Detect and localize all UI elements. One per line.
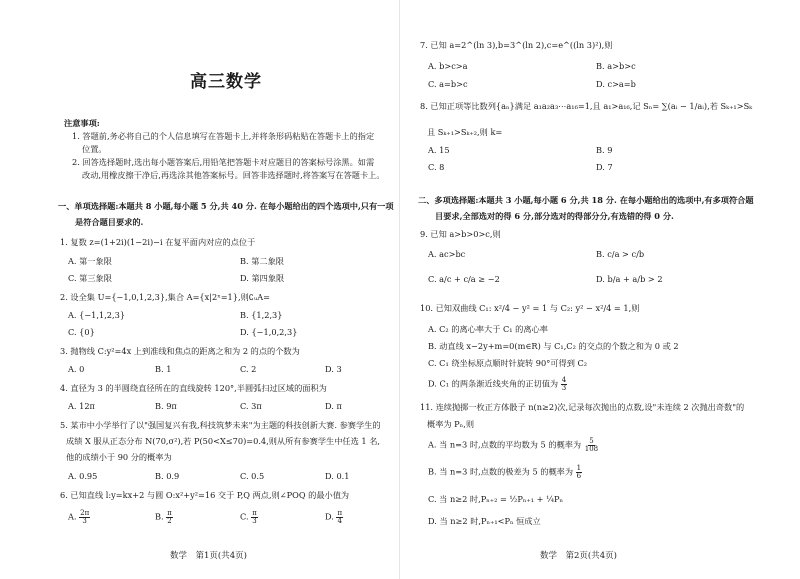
fraction-numerator: π	[252, 509, 257, 517]
question-4-option-c: C. 3π	[240, 401, 262, 411]
fraction-denominator: 3	[82, 517, 87, 525]
question-8-line-1: 8. 已知正项等比数列{aₙ}满足 a₁a₂a₃⋯a₁₆=1,且 a₁>a₁₆,记 Sₙ= ∑(aᵢ − 1/aᵢ),若 Sₖ₊₁>Sₖ	[420, 101, 753, 111]
fraction-denominator: 3	[252, 517, 257, 525]
question-10-stem: 10. 已知双曲线 C₁: x²/4 − y² = 1 与 C₂: y² − x²/4 = 1,则	[420, 303, 640, 313]
question-11-line-1: 11. 连续抛掷一枚正方体骰子 n(n≥2)次,记录每次抛出的点数,设"未连续 2 次抛出奇数"的	[420, 402, 745, 412]
question-3-option-c: C. 2	[240, 364, 257, 374]
fraction	[79, 510, 90, 525]
question-4-option-a: A. 12π	[68, 401, 95, 411]
option-label: D.	[325, 511, 334, 522]
fraction-numerator: 2π	[80, 509, 90, 517]
question-7-option-b: B. a>b>c	[596, 61, 636, 71]
question-8-option-d: D. 7	[596, 162, 613, 172]
fraction	[166, 510, 173, 525]
question-10-option-d	[428, 377, 567, 392]
question-2-option-c: C. {0}	[68, 327, 95, 337]
question-5-option-a: A. 0.95	[68, 471, 98, 481]
option-label: A.	[68, 511, 77, 522]
question-10-option-a: A. C₂ 的离心率大于 C₁ 的离心率	[428, 324, 548, 334]
notice-header: 注意事项:	[64, 118, 100, 128]
question-6-option-b	[155, 510, 173, 525]
fraction-denominator: 4	[337, 517, 343, 525]
question-5-option-d: D. 0.1	[325, 471, 350, 481]
fraction-denominator: 2	[167, 517, 172, 525]
fraction-numerator: 4	[561, 376, 567, 384]
notice-line: 2. 回答选择题时,选出每小题答案后,用铅笔把答题卡对应题目的答案标号涂黑。如需	[72, 157, 375, 167]
option-text: B. 当 n=3 时,点数的极差为 5 的概率为	[428, 466, 574, 477]
question-11-option-c: C. 当 n≥2 时,Pₙ₊₂ = ½Pₙ₊₁ + ¼Pₙ	[428, 494, 564, 504]
question-8-option-c: C. 8	[428, 162, 445, 172]
question-7-option-c: C. a=b>c	[428, 79, 468, 89]
question-5-line-1: 5. 某市中小学举行了以"强国复兴有我,科技筑梦未来"为主题的科技创新大赛. 参赛学生的	[60, 420, 381, 430]
notice-line: 位置。	[82, 144, 107, 154]
question-10-option-c: C. C₁ 绕坐标原点顺时针旋转 90°可得到 C₂	[428, 358, 588, 368]
question-3-option-b: B. 1	[155, 364, 172, 374]
question-2-option-a: A. {−1,1,2,3}	[68, 310, 126, 320]
question-11-option-d: D. 当 n≥2 时,Pₙ₊₁<Pₙ 恒成立	[428, 516, 541, 526]
fraction-numerator: π	[167, 509, 172, 517]
question-9-option-d: D. b/a + a/b > 2	[596, 274, 663, 284]
page-footer: 数学 第1页(共4页)	[170, 551, 247, 561]
option-label: B.	[155, 511, 164, 522]
question-9-option-c: C. a/c + c/a ≥ −2	[428, 274, 500, 284]
question-7-option-a: A. b>c>a	[428, 61, 468, 71]
question-11-line-2: 概率为 Pₙ,则	[427, 419, 475, 429]
question-8-option-a: A. 15	[428, 145, 450, 155]
question-5-option-b: B. 0.9	[155, 471, 180, 481]
option-label: C.	[240, 511, 249, 522]
fraction	[584, 438, 599, 453]
question-6-option-c	[240, 510, 258, 525]
exam-title: 高三数学	[190, 72, 262, 92]
question-11-option-a	[428, 438, 599, 453]
section-1-heading: 一、单项选择题:本题共 8 小题,每小题 5 分,共 40 分. 在每小题给出的四个选项中,只有一项	[58, 201, 394, 211]
fraction-numerator: 1	[576, 464, 582, 472]
question-3-option-a: A. 0	[68, 364, 85, 374]
question-9-stem: 9. 已知 a>b>0>c,则	[420, 229, 501, 239]
section-2-heading: 二、多项选择题:本题共 3 小题,每小题 6 分,共 18 分. 在每小题给出的选项中,有多项符合题	[418, 195, 754, 205]
question-4-option-b: B. 9π	[155, 401, 177, 411]
question-4-option-d: D. π	[325, 401, 342, 411]
question-9-option-a: A. ac>bc	[428, 249, 466, 259]
question-2-stem: 2. 设全集 U={−1,0,1,2,3},集合 A={x|2ˣ=1},则∁ᵤA=	[60, 292, 271, 302]
question-3-option-d: D. 3	[325, 364, 342, 374]
fraction-numerator: 5	[589, 437, 594, 445]
section-1-heading-cont: 是符合题目要求的.	[75, 217, 144, 227]
question-1-option-c: C. 第三象限	[68, 273, 112, 283]
option-text: D. C₁ 的两条渐近线夹角的正切值为	[428, 378, 559, 389]
fraction	[336, 510, 343, 525]
question-11-option-b	[428, 465, 582, 480]
notice-line: 改动,用橡皮擦干净后,再选涂其他答案标号。回答非选择题时,将答案写在答题卡上。	[82, 170, 385, 180]
question-5-option-c: C. 0.5	[240, 471, 265, 481]
question-6-option-a	[68, 510, 90, 525]
question-2-option-b: B. {1,2,3}	[240, 310, 283, 320]
question-1-option-b: B. 第二象限	[240, 256, 284, 266]
question-7-stem: 7. 已知 a=2^(ln 3),b=3^(ln 2),c=e^((ln 3)²),则	[420, 40, 613, 50]
question-7-option-d: D. c>a=b	[596, 79, 636, 89]
question-1-stem: 1. 复数 z=(1+2i)(1−2i)−i 在复平面内对应的点位于	[60, 237, 256, 247]
fraction	[576, 465, 582, 480]
question-1-option-d: D. 第四象限	[240, 273, 285, 283]
section-2-heading-cont: 目要求,全部选对的得 6 分,部分选对的得部分分,有选错的得 0 分.	[435, 211, 674, 221]
question-3-stem: 3. 抛物线 C:y²=4x 上到准线和焦点的距离之和为 2 的点的个数为	[60, 346, 300, 356]
fraction-denominator: 108	[584, 445, 599, 453]
question-10-option-b: B. 动直线 x−2y+m=0(m∈R) 与 C₁,C₂ 的交点的个数之和为 0 或 2	[428, 341, 679, 351]
notice-line: 1. 答题前,务必将自己的个人信息填写在答题卡上,并将条形码粘贴在答题卡上的指定	[72, 131, 375, 141]
question-9-option-b: B. c/a > c/b	[596, 249, 645, 259]
fraction-denominator: 3	[561, 384, 567, 392]
question-1-option-a: A. 第一象限	[68, 256, 112, 266]
question-8-line-2: 且 Sₖ₊₁>Sₖ₊₂,则 k=	[427, 127, 503, 137]
fraction	[251, 510, 258, 525]
page-footer: 数学 第2页(共4页)	[540, 551, 617, 561]
question-8-option-b: B. 9	[596, 145, 613, 155]
question-6-stem: 6. 已知直线 l:y=kx+2 与圆 O:x²+y²=16 交于 P,Q 两点,则∠POQ 的最小值为	[60, 490, 350, 500]
question-4-stem: 4. 直径为 3 的半圆绕直径所在的直线旋转 120°,半圆弧扫过区域的面积为	[60, 383, 327, 393]
fraction-denominator: 6	[576, 472, 582, 480]
question-6-option-d	[325, 510, 343, 525]
option-text: A. 当 n=3 时,点数的平均数为 5 的概率为	[428, 439, 582, 450]
fraction-numerator: π	[337, 509, 343, 517]
question-5-line-3: 他的成绩小于 90 分的概率为	[66, 452, 172, 462]
question-5-line-2: 成绩 X 服从正态分布 N(70,σ²),若 P(50<X≤70)=0.4,则从所有参赛学生中任选 1 名,	[66, 436, 381, 446]
page-2	[400, 0, 800, 579]
question-2-option-d: D. {−1,0,2,3}	[240, 327, 298, 337]
fraction	[561, 377, 567, 392]
